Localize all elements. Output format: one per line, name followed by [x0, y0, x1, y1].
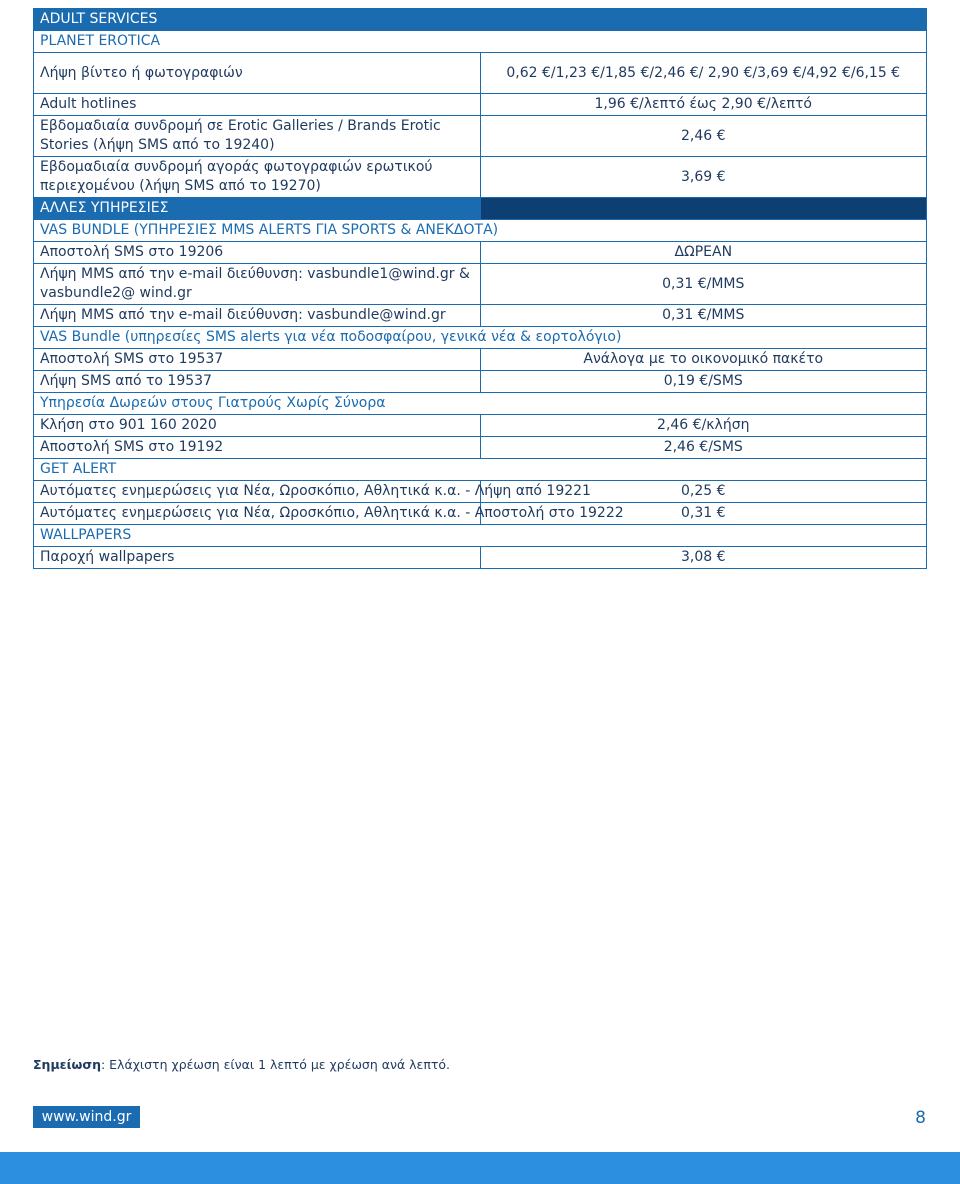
subsection-row	[34, 459, 927, 481]
row-price: 3,08 €	[480, 547, 927, 569]
table-row	[34, 305, 927, 327]
section-title: ΑΛΛΕΣ ΥΠΗΡΕΣΙΕΣ	[34, 198, 481, 220]
row-description: Λήψη SMS από το 19537	[34, 371, 481, 393]
footer-bar	[0, 1152, 960, 1184]
row-price: 2,46 €/SMS	[480, 437, 927, 459]
section-header-fill	[480, 198, 927, 220]
table-row	[34, 242, 927, 264]
row-price: Ανάλογα με το οικονομικό πακέτο	[480, 349, 927, 371]
subsection-title: VAS BUNDLE (ΥΠΗΡΕΣΙΕΣ MMS ALERTS ΓΙΑ SPORTS & ΑΝΕΚΔΟΤΑ)	[34, 220, 927, 242]
section-title: ADULT SERVICES	[34, 9, 927, 31]
subsection-row	[34, 327, 927, 349]
row-description: Αποστολή SMS στο 19537	[34, 349, 481, 371]
row-price: 0,62 €/1,23 €/1,85 €/2,46 €/ 2,90 €/3,69 €/4,92 €/6,15 €	[480, 53, 927, 94]
row-description: Λήψη MMS από την e-mail διεύθυνση: vasbundle@wind.gr	[34, 305, 481, 327]
table-row	[34, 503, 927, 525]
table-row	[34, 264, 927, 305]
table-row	[34, 157, 927, 198]
row-description: Adult hotlines	[34, 94, 481, 116]
row-price: 0,31 €/MMS	[480, 305, 927, 327]
row-description: Λήψη βίντεο ή φωτογραφιών	[34, 53, 481, 94]
row-description: Λήψη MMS από την e-mail διεύθυνση: vasbundle1@wind.gr & vasbundle2@ wind.gr	[34, 264, 481, 305]
section-header-other	[34, 198, 927, 220]
table-row	[34, 415, 927, 437]
subsection-title: GET ALERT	[34, 459, 927, 481]
row-price: 0,31 €/MMS	[480, 264, 927, 305]
row-price: 2,46 €	[480, 116, 927, 157]
row-description: Παροχή wallpapers	[34, 547, 481, 569]
row-price: 2,46 €/κλήση	[480, 415, 927, 437]
row-description: Αυτόματες ενημερώσεις για Νέα, Ωροσκόπιο, Αθλητικά κ.α. - Λήψη από 19221	[34, 481, 481, 503]
table-row	[34, 94, 927, 116]
footnote-text: : Ελάχιστη χρέωση είναι 1 λεπτό με χρέωση ανά λεπτό.	[100, 1057, 450, 1072]
row-price: 1,96 €/λεπτό έως 2,90 €/λεπτό	[480, 94, 927, 116]
subsection-title: Υπηρεσία Δωρεών στους Γιατρούς Χωρίς Σύνορα	[34, 393, 927, 415]
table-row	[34, 481, 927, 503]
table-row	[34, 116, 927, 157]
subsection-title: VAS Bundle (υπηρεσίες SMS alerts για νέα ποδοσφαίρου, γενικά νέα & εορτολόγιο)	[34, 327, 927, 349]
website-link[interactable]: www.wind.gr	[33, 1106, 140, 1128]
table-row	[34, 371, 927, 393]
page-number: 8	[915, 1108, 926, 1128]
row-price: 0,19 €/SMS	[480, 371, 927, 393]
row-description: Αποστολή SMS στο 19192	[34, 437, 481, 459]
table-row	[34, 547, 927, 569]
subsection-row	[34, 393, 927, 415]
table-row	[34, 349, 927, 371]
table-row	[34, 437, 927, 459]
subsection-row	[34, 220, 927, 242]
row-price: 3,69 €	[480, 157, 927, 198]
price-table	[33, 8, 927, 569]
row-description: Αποστολή SMS στο 19206	[34, 242, 481, 264]
section-header-adult	[34, 9, 927, 31]
row-description: Κλήση στο 901 160 2020	[34, 415, 481, 437]
row-description: Εβδομαδιαία συνδρομή αγοράς φωτογραφιών ερωτικού περιεχομένου (λήψη SMS από το 19270)	[34, 157, 481, 198]
row-description: Εβδομαδιαία συνδρομή σε Erotic Galleries / Brands Erotic Stories (λήψη SMS από το 19240)	[34, 116, 481, 157]
subsection-row	[34, 525, 927, 547]
subsection-row	[34, 31, 927, 53]
footnote	[33, 1057, 450, 1072]
row-description: Αυτόματες ενημερώσεις για Νέα, Ωροσκόπιο, Αθλητικά κ.α. - Αποστολή στο 19222	[34, 503, 481, 525]
row-price: 0,31 €	[480, 503, 927, 525]
row-price: ΔΩΡΕΑΝ	[480, 242, 927, 264]
row-price: 0,25 €	[480, 481, 927, 503]
subsection-title: WALLPAPERS	[34, 525, 927, 547]
subsection-title: PLANET EROTICA	[34, 31, 927, 53]
footnote-label: Σημείωση	[33, 1057, 101, 1072]
table-row	[34, 53, 927, 94]
